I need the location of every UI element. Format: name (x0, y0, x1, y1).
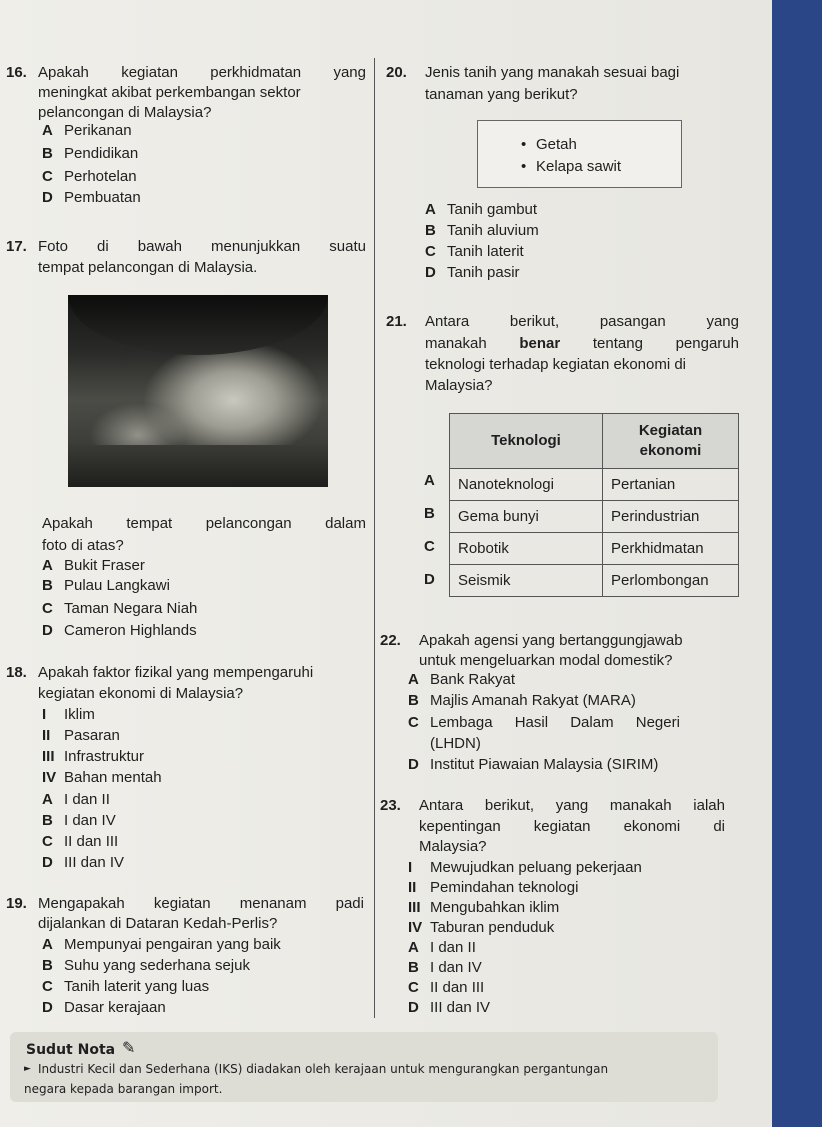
note-line2: negara kepada barangan import. (24, 1082, 223, 1096)
q23-line3: Malaysia? (419, 838, 487, 855)
column-divider (374, 58, 375, 1018)
note-line1: ► Industri Kecil dan Sederhana (IKS) diadakan oleh kerajaan untuk mengurangkan pergantungan (38, 1062, 608, 1076)
q19-option-b: B Suhu yang sederhana sejuk (42, 957, 250, 974)
crop-item-1: • Getah (536, 134, 577, 155)
q18-option-c: C II dan III (42, 833, 119, 850)
row-letter-a: A (424, 472, 435, 489)
q21-line4: Malaysia? (425, 377, 493, 394)
q18-item-1: I Iklim (42, 706, 95, 723)
q18-line2: kegiatan ekonomi di Malaysia? (38, 685, 244, 702)
table-row (450, 565, 739, 597)
cell-activity: Perindustrian (603, 501, 739, 533)
q17-line1: Foto di bawah menunjukkan suatu (38, 238, 366, 255)
cave-photo (68, 295, 328, 487)
q22-option-a: A Bank Rakyat (408, 671, 516, 688)
q18-option-d: D III dan IV (42, 854, 125, 871)
cell-tech: Gema bunyi (450, 501, 603, 533)
q18-option-a: A I dan II (42, 791, 110, 808)
q20-option-d: D Tanih pasir (425, 264, 520, 281)
q23-item-3: III Mengubahkan iklim (408, 899, 560, 916)
cell-tech: Robotik (450, 533, 603, 565)
q17-line3: Apakah tempat pelancongan dalam (42, 515, 366, 532)
q16-line3: pelancongan di Malaysia? (38, 104, 212, 121)
q17-line4: foto di atas? (42, 537, 124, 554)
q16-option-d: D Pembuatan (42, 189, 141, 206)
header-teknologi: Teknologi (450, 414, 603, 469)
q20-option-a: A Tanih gambut (425, 201, 538, 218)
q23-option-d: D III dan IV (408, 999, 491, 1016)
cave-roof-shadow (68, 295, 328, 355)
q16-option-c: C Perhotelan (42, 168, 137, 185)
table-header-row (450, 414, 739, 469)
q18-option-b: B I dan IV (42, 812, 116, 829)
q22-line2: untuk mengeluarkan modal domestik? (419, 652, 673, 669)
q22-number: 22. (380, 632, 401, 649)
q23-option-c: C II dan III (408, 979, 485, 996)
q19-option-d: D Dasar kerajaan (42, 999, 166, 1016)
q17-line2: tempat pelancongan di Malaysia. (38, 259, 258, 276)
q21-line3: teknologi terhadap kegiatan ekonomi di (425, 356, 687, 373)
background-edge (772, 0, 822, 1127)
q23-line2: kepentingan kegiatan ekonomi di (419, 818, 725, 835)
q19-line1: Mengapakah kegiatan menanam padi (38, 895, 364, 912)
q20-line1: Jenis tanih yang manakah sesuai bagi (425, 64, 680, 81)
q20-option-b: B Tanih aluvium (425, 222, 539, 239)
q17-option-d: D Cameron Highlands (42, 622, 197, 639)
q19-line2: dijalankan di Dataran Kedah-Perlis? (38, 915, 278, 932)
q18-item-4: IV Bahan mentah (42, 769, 162, 786)
crop-item-2: • Kelapa sawit (536, 156, 621, 177)
q20-number: 20. (386, 64, 407, 81)
q23-option-b: B I dan IV (408, 959, 482, 976)
row-letter-b: B (424, 505, 435, 522)
header-kegiatan: Kegiatan ekonomi (603, 414, 739, 469)
q23-item-2: II Pemindahan teknologi (408, 879, 579, 896)
q21-line2: manakah benar tentang pengaruh (425, 335, 739, 352)
q21-number: 21. (386, 313, 407, 330)
q17-option-c: C Taman Negara Niah (42, 600, 198, 617)
q23-item-1: I Mewujudkan peluang pekerjaan (408, 859, 642, 876)
table-row (450, 469, 739, 501)
table-row (450, 501, 739, 533)
q16-line2: meningkat akibat perkembangan sektor (38, 84, 301, 101)
q19-option-a: A Mempunyai pengairan yang baik (42, 936, 281, 953)
q23-line1: Antara berikut, yang manakah ialah (419, 797, 725, 814)
row-letter-d: D (424, 571, 435, 588)
q22-option-b: B Majlis Amanah Rakyat (MARA) (408, 692, 636, 709)
q18-number: 18. (6, 664, 27, 681)
q17-option-b: B Pulau Langkawi (42, 577, 170, 594)
cell-activity: Perkhidmatan (603, 533, 739, 565)
q20-line2: tanaman yang berikut? (425, 86, 578, 103)
q22-line1: Apakah agensi yang bertanggungjawab (419, 632, 683, 649)
cell-activity: Pertanian (603, 469, 739, 501)
q19-number: 19. (6, 895, 27, 912)
q23-number: 23. (380, 797, 401, 814)
note-title: Sudut Nota (26, 1042, 116, 1058)
q17-option-a: A Bukit Fraser (42, 557, 145, 574)
q18-item-3: III Infrastruktur (42, 748, 145, 765)
q23-option-a: A I dan II (408, 939, 476, 956)
q16-number: 16. (6, 64, 27, 81)
q18-item-2: II Pasaran (42, 727, 120, 744)
cell-activity: Perlombongan (603, 565, 739, 597)
sudut-nota-box (10, 1032, 718, 1102)
q23-item-4: IV Taburan penduduk (408, 919, 555, 936)
q16-option-a: A Perikanan (42, 122, 132, 139)
q21-line1: Antara berikut, pasangan yang (425, 313, 739, 330)
q18-line1: Apakah faktor fizikal yang mempengaruhi (38, 664, 314, 681)
row-letter-c: C (424, 538, 435, 555)
q16-line1: Apakah kegiatan perkhidmatan yang (38, 64, 366, 81)
technology-table (449, 413, 739, 597)
q20-option-c: C Tanih laterit (425, 243, 524, 260)
q17-number: 17. (6, 238, 27, 255)
table-row (450, 533, 739, 565)
q22-option-c: C Lembaga Hasil Dalam Negeri (408, 714, 680, 731)
q19-option-c: C Tanih laterit yang luas (42, 978, 210, 995)
q22-option-d: D Institut Piawaian Malaysia (SIRIM) (408, 756, 659, 773)
cell-tech: Nanoteknologi (450, 469, 603, 501)
pencil-icon: ✎ (122, 1040, 136, 1057)
cave-floor-shadow (68, 445, 328, 487)
crop-list-box (477, 120, 682, 188)
cell-tech: Seismik (450, 565, 603, 597)
q22-option-c-line2: (LHDN) (430, 735, 481, 752)
q16-option-b: B Pendidikan (42, 145, 139, 162)
